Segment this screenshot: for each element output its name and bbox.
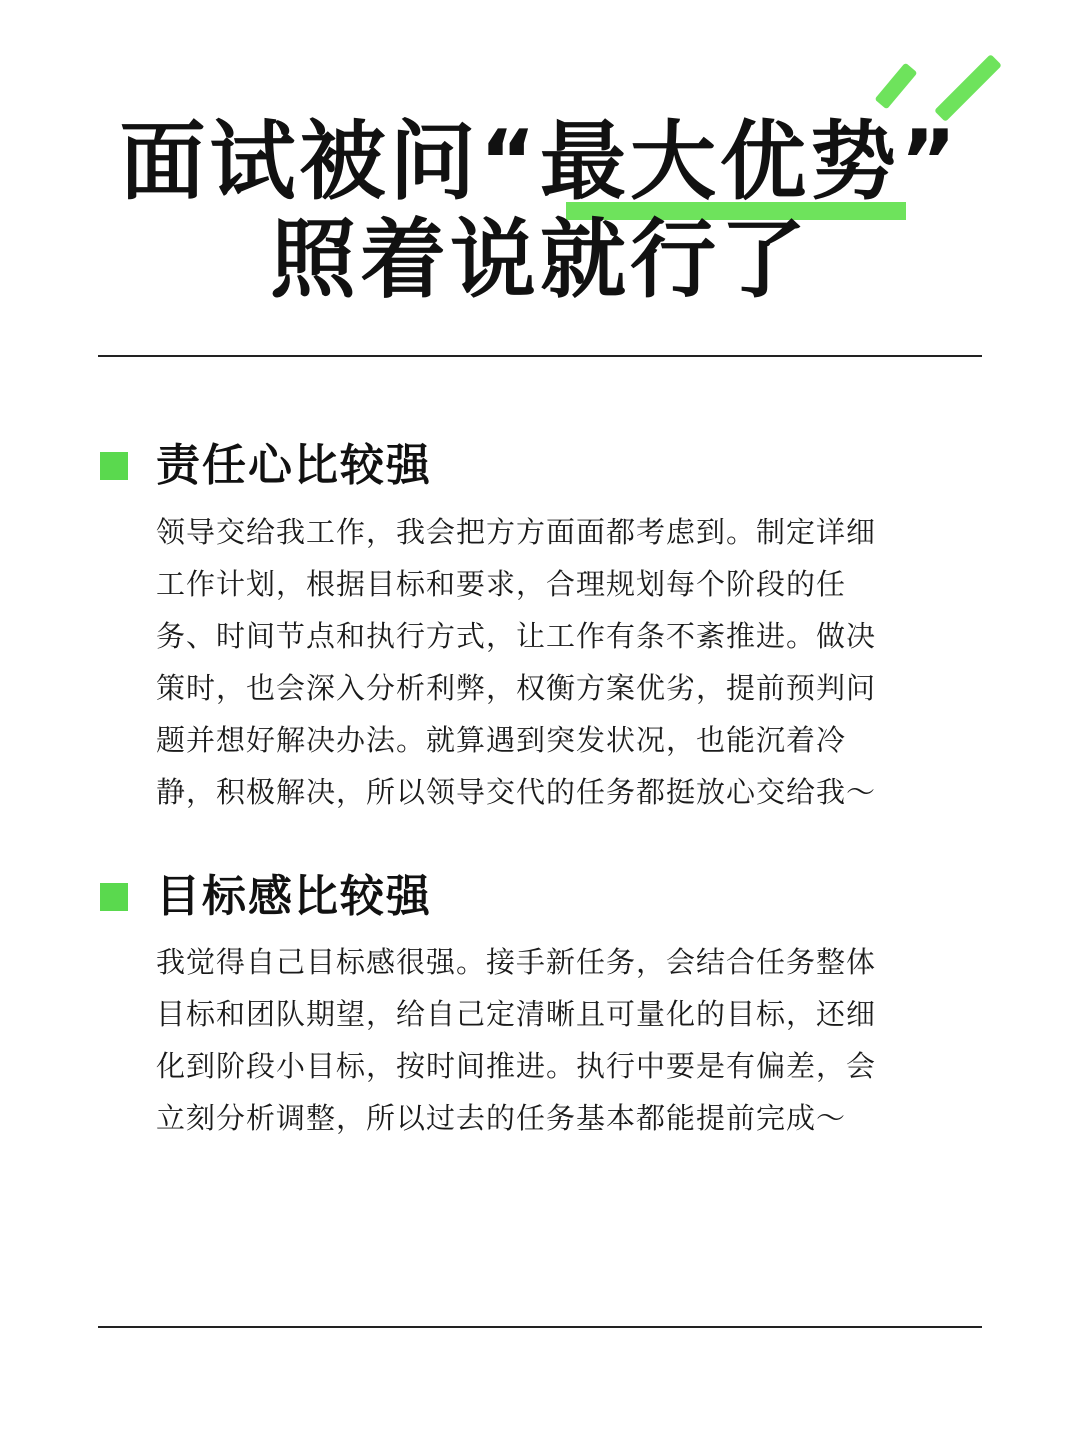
- body-line: 务、时间节点和执行方式，让工作有条不紊推进。做决: [156, 619, 877, 653]
- bottom-divider: [98, 1326, 982, 1328]
- body-line: 静，积极解决，所以领导交代的任务都挺放心交给我～: [156, 775, 877, 809]
- body-line: 我觉得自己目标感很强。接手新任务，会结合任务整体: [156, 945, 877, 979]
- section-heading-goal: 目标感比较强: [156, 871, 432, 922]
- section-body-responsibility: [156, 506, 916, 818]
- page-title-line-1: 面试被问“最大优势”: [119, 112, 961, 212]
- body-line: 立刻分析调整，所以过去的任务基本都能提前完成～: [156, 1101, 847, 1135]
- accent-stroke-short: [874, 62, 917, 109]
- body-line: 题并想好解决办法。就算遇到突发状况，也能沉着冷: [156, 723, 847, 757]
- body-line: 领导交给我工作，我会把方方面面都考虑到。制定详细: [156, 515, 877, 549]
- section-marker-responsibility: [100, 452, 128, 480]
- section-marker-goal: [100, 883, 128, 911]
- body-line: 策时，也会深入分析利弊，权衡方案优劣，提前预判问: [156, 671, 877, 705]
- page-title-line-2: 照着说就行了: [270, 210, 810, 310]
- body-line: 目标和团队期望，给自己定清晰且可量化的目标，还细: [156, 997, 877, 1031]
- section-body-goal: [156, 936, 916, 1144]
- body-line: 工作计划，根据目标和要求，合理规划每个阶段的任: [156, 567, 847, 601]
- section-heading-responsibility: 责任心比较强: [156, 440, 432, 491]
- top-divider: [98, 355, 982, 357]
- body-line: 化到阶段小目标，按时间推进。执行中要是有偏差，会: [156, 1049, 877, 1083]
